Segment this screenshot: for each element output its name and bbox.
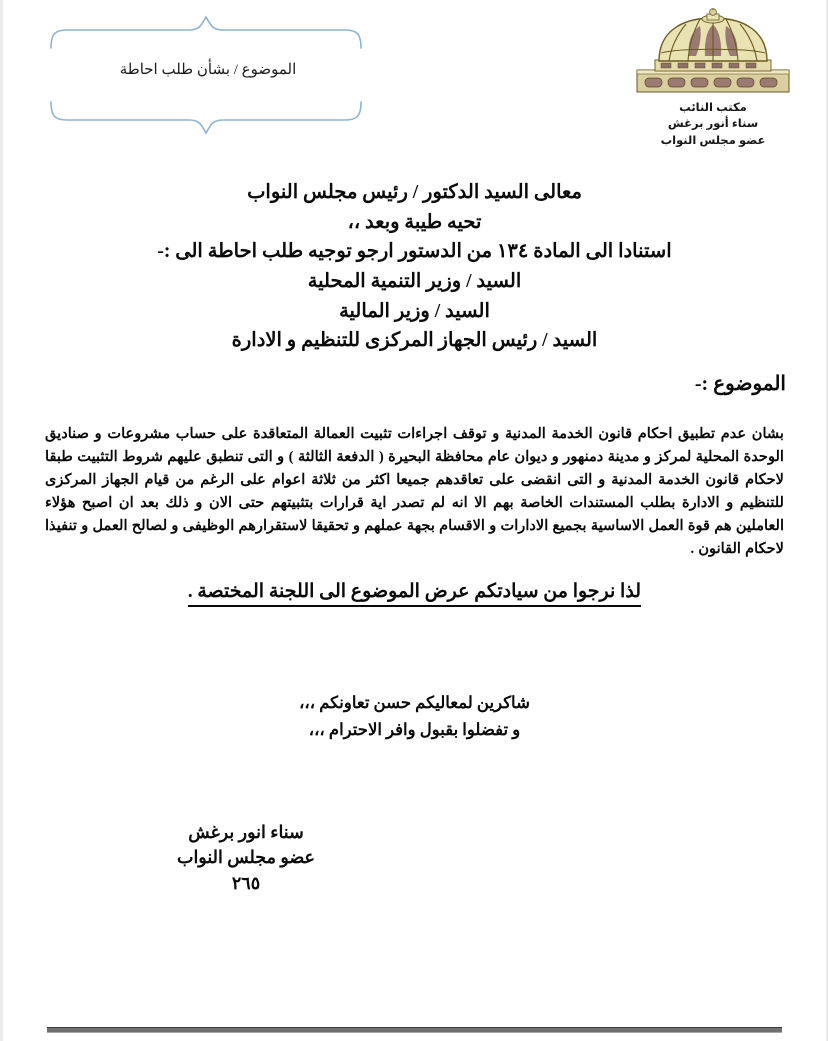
letterhead — [618, 8, 808, 149]
parliament-dome-icon — [633, 8, 793, 96]
address-line-minister-finance: السيد / وزير المالية — [339, 300, 490, 322]
address-line-minister-local-development: السيد / وزير التنمية المحلية — [307, 270, 522, 292]
letterhead-text — [618, 100, 808, 149]
letterhead-office: مكتب النائب — [679, 102, 747, 114]
subject-heading: الموضوع :- — [694, 373, 786, 395]
closing-line-respect: و تفضلوا بقبول وافر الاحترام ،،، — [308, 719, 521, 739]
letterhead-member-name: سناء أنور برغش — [667, 118, 759, 131]
subject-brace-box — [49, 14, 367, 136]
signature-name: سناء انور برغش — [188, 822, 304, 842]
letterhead-member-role: عضو مجلس النواب — [660, 134, 766, 147]
address-line-president: معالى السيد الدكتور / رئيس مجلس النواب — [247, 182, 582, 203]
address-line-greeting: تحيه طيبة وبعد ،، — [347, 211, 482, 233]
closing-line-thanks: شاكرين لمعاليكم حسن تعاونكم ،،، — [299, 693, 530, 712]
request-line-text: لذا نرجوا من سيادتكم عرض الموضوع الى اللجنة المختصة . — [188, 580, 641, 607]
signature-number: ٢٦٥ — [231, 872, 261, 893]
request-line — [3, 580, 826, 607]
address-block — [3, 178, 826, 356]
address-line-central-agency-head: السيد / رئيس الجهاز المركزى للتنظيم و الادارة — [231, 330, 598, 352]
signature-role: عضو مجلس النواب — [176, 847, 316, 868]
address-line-legal-basis: استنادا الى المادة ١٣٤ من الدستور ارجو توجيه طلب احاطة الى :- — [157, 241, 672, 263]
signature-block — [121, 820, 371, 896]
closing-block — [3, 690, 826, 743]
footer-divider — [47, 1027, 782, 1033]
subject-line: الموضوع / بشأن طلب احاطة — [119, 62, 297, 78]
body-paragraph: بشان عدم تطبيق احكام قانون الخدمة المدنية و توقف اجراءات تثبيت العمالة المتعاقدة على حساب مشروعات و صناديق الوحدة المحلية لمركز و مدينة دمنهور و ديوان عام محافظة البحيرة ( الدفعة الثالثة ) و التى تنطبق عليهم شروط التثبيت طبقا لاحكام قانون الخدمة المدنية و التى انقضى على تعاقدهم جميعا اكثر من ثلاثة اعوام على الرغم من قيام الجهاز المركزى للتنظيم و الادارة بطلب المستندات الخاصة بهم الا انه لم تصدر اية قرارات بتثبيتهم حتى الان و ذلك بعد ان اصبح هؤلاء العاملين هم قوة العمل الاساسية بجميع الادارات و الاقسام بجهة عملهم و تحقيقا لاستقرارهم الوظيفى و لصالح العمل و تنفيذا لاحكام القانون . — [45, 426, 784, 558]
